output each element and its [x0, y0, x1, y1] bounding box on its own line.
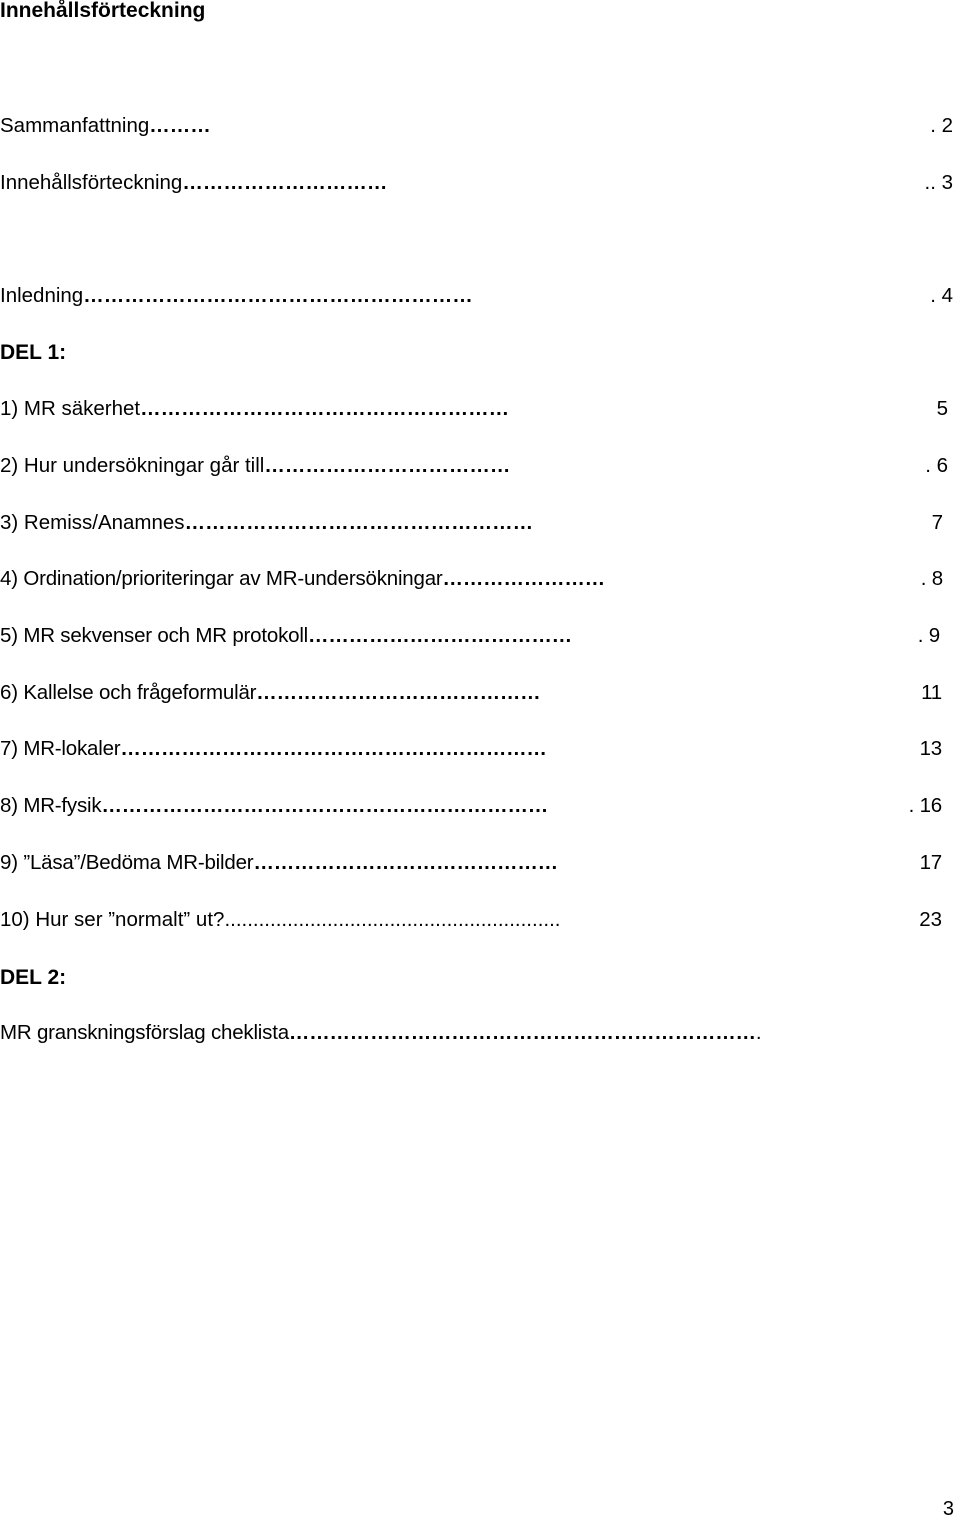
- toc-leader: ………………………………………: [253, 851, 558, 874]
- toc-page-mr-sekvenser: . 9: [917, 624, 940, 647]
- toc-label: 2) Hur undersökningar går till: [0, 454, 265, 477]
- toc-page-hur-ser-normalt: 23: [913, 908, 942, 931]
- toc-leader: …………………………………………………: [83, 284, 473, 307]
- toc-label: 1) MR säkerhet: [0, 397, 141, 420]
- toc-entry-inledning: [0, 286, 473, 307]
- section-heading-del-1: DEL 1:: [0, 341, 67, 364]
- toc-leader: …………………………………: [308, 624, 572, 647]
- toc-leader: ……………………………………: [256, 681, 541, 704]
- page-number: 3: [942, 1498, 954, 1520]
- toc-page-hur-undersokningar: . 6: [925, 454, 948, 477]
- toc-entry-ordination: [0, 569, 605, 590]
- toc-label: Innehållsförteckning: [0, 171, 183, 194]
- toc-leader: ……………………………………………: [184, 511, 534, 534]
- toc-label: 5) MR sekvenser och MR protokoll: [0, 624, 309, 647]
- toc-entry-kallelse: [0, 683, 540, 704]
- toc-entry-mr-sakerhet: [0, 399, 509, 420]
- toc-entry-mr-sekvenser: [0, 626, 572, 647]
- toc-label: Inledning: [0, 284, 84, 307]
- toc-leader: ………………………………: [264, 454, 511, 477]
- toc-page-mr-lokaler: 13: [914, 737, 942, 760]
- toc-page-sammanfattning: . 2: [930, 114, 953, 137]
- toc-leader: ………: [149, 114, 211, 137]
- toc-label: Sammanfattning: [0, 114, 150, 137]
- toc-entry-innehallsforteckning: [0, 173, 387, 194]
- toc-page-kallelse: 11: [915, 681, 942, 704]
- toc-entry-hur-undersokningar: [0, 456, 510, 477]
- toc-leader: ……………………: [442, 567, 605, 590]
- toc-label: 7) MR-lokaler: [0, 737, 121, 760]
- toc-page-ordination: . 8: [920, 567, 943, 590]
- toc-leader: …………………………………………………………: [101, 794, 549, 817]
- toc-page-innehallsforteckning: .. 3: [924, 171, 953, 194]
- page-title: Innehållsförteckning: [0, 0, 206, 22]
- toc-leader: ………………………………………………………: [120, 737, 547, 760]
- toc-label: 8) MR-fysik: [0, 794, 102, 817]
- toc-entry-granskningsforslag: [0, 1023, 761, 1044]
- toc-page-lasa-bedoma: 17: [914, 851, 942, 874]
- toc-leader: ……………………………………………………………: [288, 1021, 756, 1044]
- toc-entry-lasa-bedoma: [0, 853, 558, 874]
- toc-leader: …………………………: [182, 171, 388, 194]
- toc-label: 4) Ordination/prioriteringar av MR-undersökningar: [0, 567, 443, 590]
- toc-label: 10) Hur ser ”normalt” ut?: [0, 908, 225, 931]
- toc-label: 3) Remiss/Anamnes: [0, 511, 185, 534]
- toc-page-remiss-anamnes: 7: [925, 511, 943, 534]
- toc-label: 9) ”Läsa”/Bedöma MR-bilder: [0, 851, 254, 874]
- toc-page-inledning: . 4: [930, 284, 953, 307]
- toc-label: 6) Kallelse och frågeformulär: [0, 681, 257, 704]
- toc-entry-hur-ser-normalt: [0, 910, 560, 931]
- toc-entry-sammanfattning: [0, 116, 211, 137]
- toc-label: MR granskningsförslag cheklista: [0, 1021, 289, 1044]
- toc-entry-remiss-anamnes: [0, 513, 533, 534]
- toc-page: .: [755, 1021, 762, 1044]
- toc-page-mr-fysik: . 16: [908, 794, 942, 817]
- toc-leader: ………………………………………………: [140, 397, 510, 420]
- toc-entry-mr-lokaler: [0, 739, 547, 760]
- toc-page-mr-sakerhet: 5: [930, 397, 948, 420]
- toc-entry-mr-fysik: [0, 796, 548, 817]
- toc-leader: ...........................................................: [224, 908, 561, 931]
- section-heading-del-2: DEL 2:: [0, 966, 67, 989]
